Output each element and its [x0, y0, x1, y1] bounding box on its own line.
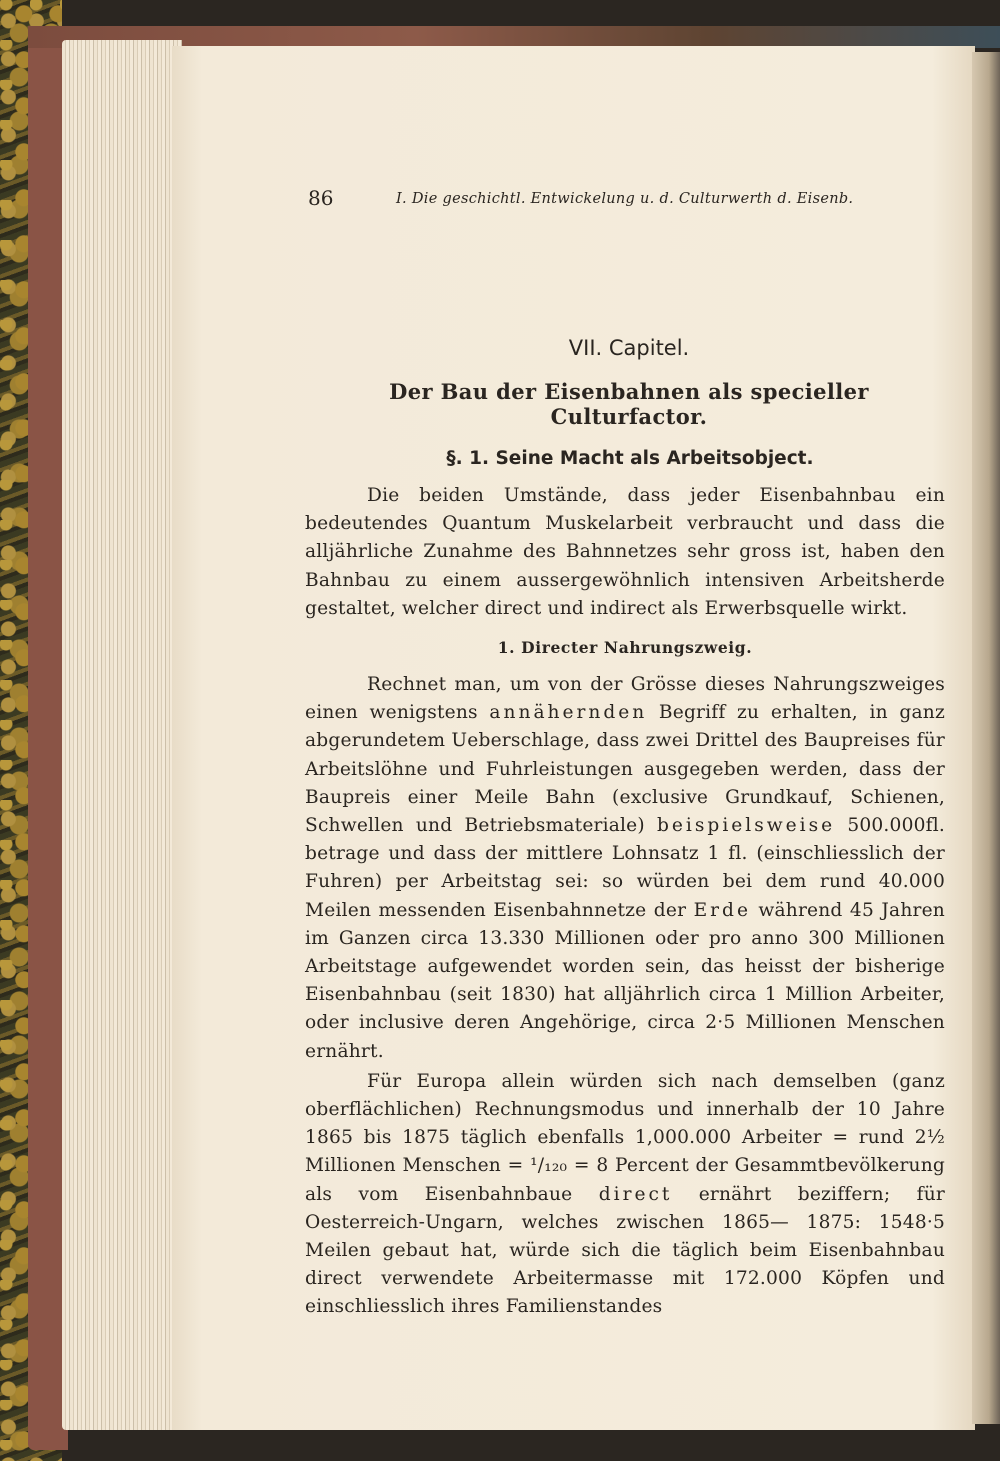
paragraph-1: Die beiden Umstände, dass jeder Eisenbahnbau ein bedeutendes Quantum Muskelarbeit verbraucht und dass die alljährliche Zunahme des Bahnnetzes sehr gross ist, haben den Bahnbau zu einem aussergewöhnlich intensiven Arbeitsherde gestaltet, welcher direct und indirect als Erwerbsquelle wirkt. — [305, 485, 945, 619]
chapter-title: Der Bau der Eisenbahnen als specieller Culturfactor. — [389, 379, 869, 429]
paragraph-3-text-2: ernährt beziffern; für Oesterreich-Ungarn, welches zwischen 1865— 1875: 1548·5 Meilen gebaut hat, würde sich die täglich beim Eisenbahnbau direct verwendete Arbeitermasse mit 172.000 Köpfen und einschliesslich ihres Familienstandes — [305, 1183, 945, 1318]
page-right-edge — [972, 52, 1000, 1424]
page-edges-stack — [62, 40, 182, 1430]
paragraph-2-spaced-2: beispielsweise — [657, 815, 836, 837]
paragraph-2 — [305, 671, 945, 1066]
subheading: 1. Directer Nahrungszweig. — [497, 638, 753, 658]
chapter-number: VII. Capitel. — [568, 336, 690, 360]
paragraph-2-spaced-3: Erde — [693, 899, 751, 921]
paragraph-2-text-2: Begriff zu erhalten, in ganz abgerundetem Ueberschlage, dass zwei Drittel des Baupreises für Arbeitslöhne und Fuhrleistungen ausgegeben werden, dass der Baupreis einer Meile Bahn (exclusive Grundkauf, Schienen, Schwellen und Betriebsmateriale) — [305, 702, 945, 837]
paragraph-2-text-4: während 45 Jahren im Ganzen circa 13.330 Millionen oder pro anno 300 Millionen Arbeitstage aufgewendet worden sein, das heisst der bisherige Eisenbahnbau (seit 1830) hat alljährlich circa 1 Million Arbeiter, oder inclusive deren Angehörige, circa 2·5 Millionen Menschen ernährt. — [305, 899, 945, 1062]
paragraph-3-spaced-1: direct — [598, 1183, 673, 1205]
paragraph-3 — [305, 1068, 945, 1322]
paragraph-3-text-1: Für Europa allein würden sich nach demselben (ganz oberflächlichen) Rechnungsmodus und innerhalb der 10 Jahre 1865 bis 1875 täglich ebenfalls 1,000.000 Arbeiter = rund 2½ Millionen Menschen = ¹/₁₂₀ = 8 Percent der Gesammtbevölkerung als vom Eisenbahnbaue — [305, 1070, 945, 1205]
running-header — [305, 186, 945, 216]
paragraph-2-spaced-1: annähernden — [489, 702, 648, 724]
running-title: I. Die geschichtl. Entwickelung u. d. Culturwerth d. Eisenb. — [396, 191, 854, 207]
section-title: §. 1. Seine Macht als Arbeitsobject. — [446, 448, 814, 469]
page-number: 86 — [308, 186, 334, 210]
paragraph-2-text-3: 500.000fl. betrage und dass der mittlere Lohnsatz 1 fl. (einschliesslich der Fuhren) per Arbeitstag sei: so würden bei dem rund 40.000 Meilen messenden Eisenbahnnetze der — [305, 815, 945, 921]
page-content — [305, 186, 945, 1322]
paragraph-2-text-1: Rechnet man, um von der Grösse dieses Nahrungszweiges einen wenigstens — [305, 674, 945, 724]
